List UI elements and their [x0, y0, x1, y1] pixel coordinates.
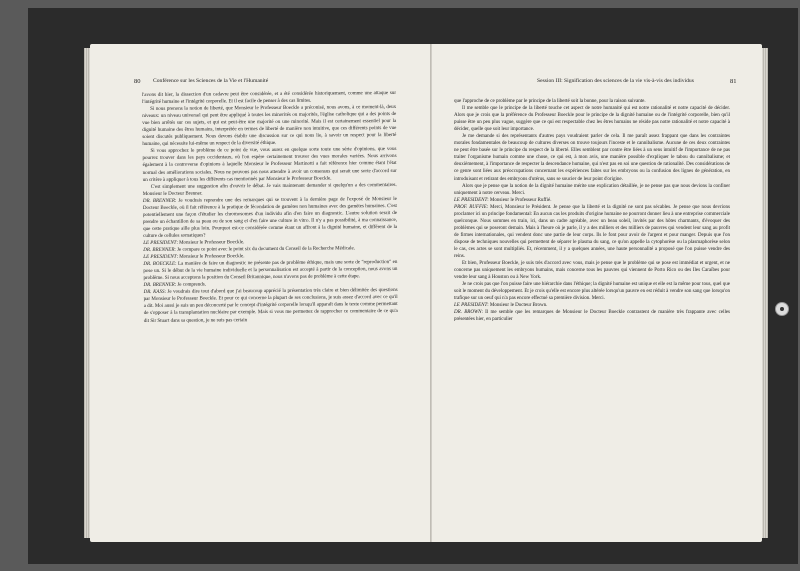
running-title: Conférence sur les Sciences de la Vie et l'Humanité [153, 78, 269, 84]
paragraph [454, 98, 730, 105]
paragraph [454, 309, 730, 323]
speaker-name: DR. KASS [143, 289, 165, 296]
paragraph-text: que l'approche de ce problème par le principe de la liberté soit la bonne, pour la raison suivante. [454, 98, 646, 104]
speaker-name: LE PRESIDENT [143, 239, 177, 246]
paragraph [454, 204, 730, 260]
left-page [90, 44, 432, 542]
paragraph [142, 146, 396, 183]
paragraph-text: : Je compare ce point avec le point six du document du Conseil de la Recherche Médicale. [174, 245, 356, 253]
paragraph [454, 281, 730, 302]
speaker-name: LE PRESIDENT [454, 196, 488, 203]
speaker-name: DR. BROWN [454, 309, 482, 316]
paragraph-text: C'est simplement une suggestion afin d'ouvrir le débat. Je vais maintenant demander si quelqu'un a des commentaires. Monsieur le Docteur Brenner. [142, 181, 397, 197]
paragraph-text: : Je voudrais dire tout d'abord que j'ai beaucoup apprécié la présentation très claire et bien délimitée des questions par Monsieur le Professeur Boeckle. Et pour ce qui concerne la plupart de ses conclusions, je suis assez d'accord avec ce qu'il a dit. Moi aussi je suis un peu déconcerté par le concept d'intégrité corporelle lorsqu'il apparaît dans le texte comme permettant de s'opposer à la transplantation nucléaire par exemple. Mais si vous me permettez de rapprocher ce commentaire de ce qu'a dit Sir Stuart dans sa question, je ne suis pas certain [143, 287, 398, 324]
paragraph-text: Alors que je pense que la notion de la dignité humaine mérite une explication détaillée, je ne pense pas que nous devions la confiner uniquement à notre cerveau. Merci. [454, 182, 730, 196]
paragraph-text: : Merci, Monsieur le Président. Je pense que la liberté et la dignité ne sont pas sécables. Je pense que nous devrions proclamer ici un principe fondamental: En aucun cas les produits d'origine humaine ne pourront donner lieu à une entreprise commerciale quelconque. Nous sommes en train, ici, dans un cadre agréable, avec un beau soleil, invités par des hôtes charmants, d'évoquer des problèmes qui se poseront demain. Mais à l'heure où je parle, il y a des milliers et des milliers de pauvres qui vendent leur sang au profit de firmes internationales, qui vendent donc une partie de leur corps. Ils le font pour avoir de l'argent et pour manger. Depuis que l'on dispose de techniques nouvelles qui permettent de séparer le plasma du sang, ce qu'on appelle la cytophorèse ou la plasmaphorèse selon le cas, ces actes se sont multipliés. Et, récemment, il y a quelques années, une haute personnalité a proposé que l'on puisse vendre des reins. [454, 203, 731, 260]
right-page [432, 44, 762, 542]
paragraph-text: Il me semble que le principe de la liberté touche cet aspect de notre humanité qui est notre rationalité et notre capacité de décider. Alors que je crois que la préférence du Professeur Boeckle pour le principe de la dignité humaine ou de l'intégrité corporelle, bien qu'il puisse être un peu plus vague, suggère que ce qui est respectable chez les êtres humains ne réside pas notre rationalité et notre capacité à décider, quelle que soit leur importance. [454, 105, 730, 133]
speaker-name: PROF. RUFFIE [454, 203, 487, 210]
paragraph [144, 287, 398, 324]
paragraph-text: Je me demande si des représentants d'autres pays voudraient parler de cela. Il me paraît assez frappant que dans les contraintes morales fondamentales de beaucoup de cultures diverses on trouve toujours l'inceste et le cannibalisme. Aucune de ces deux contraintes ne peut être basée sur le principe du respect de la liberté. Elles semblent par contre être liées à un sens intuitif de l'importance de ne pas traiter l'organisme humain comme une chose, ce qui est, à mon avis, une manière possible d'expliquer le tabou du cannibalisme; et deuxièmement, à l'importance de respecter la descendance humaine, qui n'est pas en soi une question de rationalité. Des considérations de ce genre sont liées aux préoccupations concernant les expériences faites sur les embryons ou la confusion des lignes de génération, en introduisant et retirant des embryons d'utérus, sans se soucier de leur point d'origine. [454, 133, 730, 182]
speaker-name: DR. BRENNER [143, 282, 175, 289]
speaker-name: DR. BOECKLE [143, 260, 176, 268]
paragraph-text: : Monsieur le Professeur Boeckle. [176, 253, 245, 260]
paragraph [142, 104, 396, 148]
paragraph [143, 196, 397, 240]
paragraph-text: Et bien, Professeur Boeckle, je suis très d'accord avec vous, mais je pense que le problème qui se pose est immédiat et urgent, et ne concerne pas uniquement les embryons humains, mais concerne tous les pauvres qui viennent de Porto Rico ou des Iles Caraïbes pour vendre leur sang à Houston ou à New York. [454, 260, 730, 281]
running-title: Session III: Signification des sciences de la vie vis-à-vis des individus [537, 78, 694, 84]
paragraph [454, 260, 730, 281]
page-number: 81 [730, 78, 737, 85]
paragraph-text: Je ne crois pas que l'on puisse faire une hiérarchie dans l'éthique; la dignité humaine est unique et elle est la même pour tous, quel que soit le moment du développement. Et je crois qu'elle est encore plus altérée lorsqu'un pauvre en est réduit à vendre son sang que lorsqu'on trafique sur un oeuf qui n'a pas encore effectué sa première division. Merci. [454, 281, 730, 302]
page-body [142, 90, 398, 325]
paragraph-text: : Il me semble que les remarques de Monsieur le Docteur Boeckle contrastent de manière très frappante avec celles présentées hier, en particulier [454, 309, 730, 323]
paragraph-text: : Je comprends. [174, 281, 206, 289]
paragraph-text: : Je voudrais reprendre une des remarques qui se trouvent à la dernière page de l'exposé de Monsieur le Docteur Boeckle, où il fait référence à la pratique de fécondation de gamètes non humaines avec des gamètes humaines. C'est potentiellement une façon d'étudier les chromosomes d'un individu afin d'en faire un diagnostic. L'autre solution serait de prendre un échantillon de sa peau ou de son sang et d'en faire une culture in vitro. Il n'y a pas possibilité, à ma connaissance, que cette pratique aille plus loin. Pourquoi est-ce considérée comme étant un affront à la dignité humaine, et différent de la culture de cellules somatiques? [142, 195, 398, 239]
page-edge-right [762, 48, 768, 538]
speaker-name: LE PRESIDENT [454, 302, 488, 309]
paragraph-text: Si nous prenons la notion de liberté, que Monsieur le Professeur Boeckle a préconisé, nous avons, à ce moment-là, deux niveaux: un niveau universel qui peut être appliqué à toutes les minorités ou majorités, l'église catholique qui a des points de vue bien arrêtés sur ces sujets, et qui est peut-être une majorité ou une minorité. Mais il est certainement essentiel pour la dignité humaine des êtres humains, interprétée en termes de liberté de manière non intuitive, que ces différents points de vue soient discutés publiquement. Nous devons établir une discussion sur ce qui nous lie, à savoir un respect pour la liberté humaine, qui nécessite lui-même un respect de la diversité éthique. [142, 104, 397, 148]
paragraph-text: : La manière de faire un diagnostic ne présente pas de problème éthique, mais une sorte de "reproduction" en pose un. Si le début de la vie humaine individuelle et la personnalisation est accepté à partir de la conception, nous avons un problème. Si nous acceptons la position du Conseil Britannique, nous n'avons pas de problème à cette étape. [143, 259, 398, 282]
paragraph-text: : Monsieur le Docteur Brown. [487, 302, 548, 309]
speaker-name: DR. BRENNER [142, 197, 175, 204]
paragraph-text: Si vous approchez le problème de ce point de vue, vous aurez en quelque sorte toute une série d'opinions, que vous pourrez trouver dans les pays occidentaux, où l'on espère certainement trouver des vues morales variées. Nous arrivons également à la controverse d'opinions à laquelle Monsieur le Professeur Martinotti a fait référence hier comme étant l'état normal des améliorations sociales. Nous ne pouvons pas nous attendre à avoir un consensus qui serait une sorte d'accord sur un critère à appliquer à tous les différents cas mentionnés par Monsieur le Professeur Boeckle. [142, 146, 397, 183]
page-number: 80 [134, 78, 141, 85]
paragraph-text: l'avons dit hier, la dissection d'un cadavre peut être considérée, et a été considérée historiquement, comme une attaque sur l'intégrité humaine et l'intégrité corporelle. Et il est facile de penser à des cas limites. [142, 90, 397, 106]
speaker-name: DR. BRENNER [143, 246, 175, 254]
page-body [454, 98, 730, 324]
calibration-target-icon [775, 302, 789, 316]
paragraph [454, 183, 730, 197]
paragraph [454, 133, 730, 182]
paragraph-text: : Monsieur le Professeur Ruffié. [487, 196, 552, 203]
book-spread [28, 8, 798, 564]
paragraph [454, 105, 730, 133]
paragraph-text: : Monsieur le Professeur Boeckle. [176, 239, 245, 246]
paragraph [143, 259, 397, 282]
speaker-name: LE PRESIDENT [143, 253, 177, 261]
paragraph [454, 197, 730, 204]
